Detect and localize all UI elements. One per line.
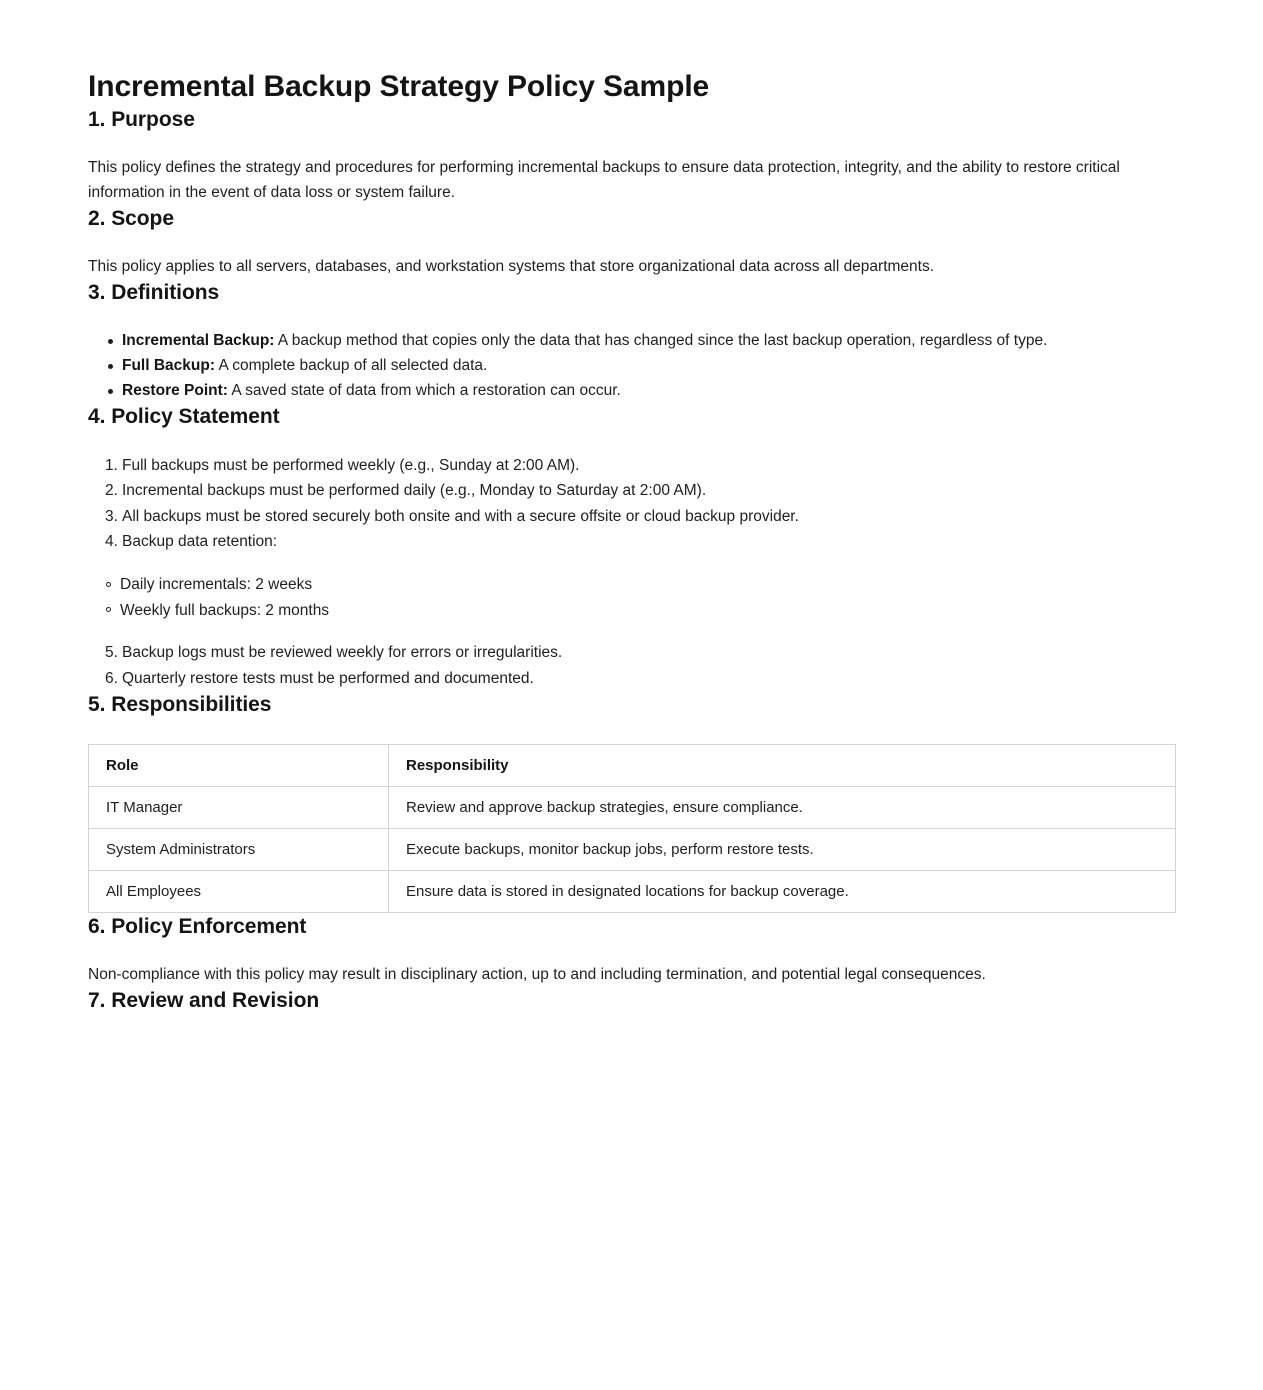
list-item: Daily incrementals: 2 weeks xyxy=(88,572,1175,598)
table-row xyxy=(89,828,1176,870)
table-cell-role: IT Manager xyxy=(89,786,389,828)
list-item xyxy=(88,328,1175,353)
policy-enforcement-paragraph: Non-compliance with this policy may result in disciplinary action, up to and including termination, and potential legal consequences. xyxy=(88,966,986,984)
list-item: Backup logs must be reviewed weekly for errors or irregularities. xyxy=(122,644,563,662)
table-row xyxy=(89,786,1176,828)
table-row xyxy=(89,870,1176,912)
table-cell-responsibility: Execute backups, monitor backup jobs, perform restore tests. xyxy=(389,828,1176,870)
retention-sub-list xyxy=(88,555,1175,640)
definition-term: Incremental Backup: xyxy=(122,332,275,350)
definitions-list xyxy=(88,306,1175,403)
table-cell-role: System Administrators xyxy=(89,828,389,870)
list-item: Quarterly restore tests must be performed and documented. xyxy=(122,669,534,687)
table-cell-role: All Employees xyxy=(89,870,389,912)
page-title: Incremental Backup Strategy Policy Sample xyxy=(88,70,710,103)
list-item: Weekly full backups: 2 months xyxy=(88,598,1175,624)
list-item: Backup data retention: xyxy=(122,533,278,551)
section-heading-policy-statement: 4. Policy Statement xyxy=(88,405,280,429)
table-cell-responsibility: Review and approve backup strategies, ensure compliance. xyxy=(389,786,1176,828)
purpose-paragraph: This policy defines the strategy and procedures for performing incremental backups to ensure data protection, integrity, and the ability to restore critical information in the event of data loss or system failure. xyxy=(88,158,1120,201)
section-heading-purpose: 1. Purpose xyxy=(88,107,195,131)
definition-term: Full Backup: xyxy=(122,357,216,375)
responsibilities-table xyxy=(88,744,1176,913)
definition-description: A saved state of data from which a restoration can occur. xyxy=(227,382,621,400)
section-heading-definitions: 3. Definitions xyxy=(88,281,220,305)
list-item xyxy=(88,353,1175,378)
list-item: Incremental backups must be performed daily (e.g., Monday to Saturday at 2:00 AM). xyxy=(122,482,707,500)
definition-description: A complete backup of all selected data. xyxy=(215,357,488,375)
definition-description: A backup method that copies only the data that has changed since the last backup operation, regardless of type. xyxy=(274,332,1048,350)
viewport-bottom-clip xyxy=(0,1302,1263,1390)
table-header-row xyxy=(89,744,1176,786)
section-heading-responsibilities: 5. Responsibilities xyxy=(88,693,272,717)
definition-term: Restore Point: xyxy=(122,382,228,400)
scope-paragraph: This policy applies to all servers, databases, and workstation systems that store organizational data across all departments. xyxy=(88,258,935,276)
list-item: Full backups must be performed weekly (e.g., Sunday at 2:00 AM). xyxy=(122,456,580,474)
table-column-header-role: Role xyxy=(89,744,389,786)
list-item: All backups must be stored securely both onsite and with a secure offsite or cloud backup provider. xyxy=(122,507,799,525)
section-heading-policy-enforcement: 6. Policy Enforcement xyxy=(88,914,307,938)
policy-statement-list xyxy=(88,431,1175,692)
section-heading-review-and-revision: 7. Review and Revision xyxy=(88,989,320,1013)
list-item xyxy=(88,378,1175,403)
section-heading-scope: 2. Scope xyxy=(88,206,174,230)
table-cell-responsibility: Ensure data is stored in designated locations for backup coverage. xyxy=(389,870,1176,912)
table-column-header-responsibility: Responsibility xyxy=(389,744,1176,786)
